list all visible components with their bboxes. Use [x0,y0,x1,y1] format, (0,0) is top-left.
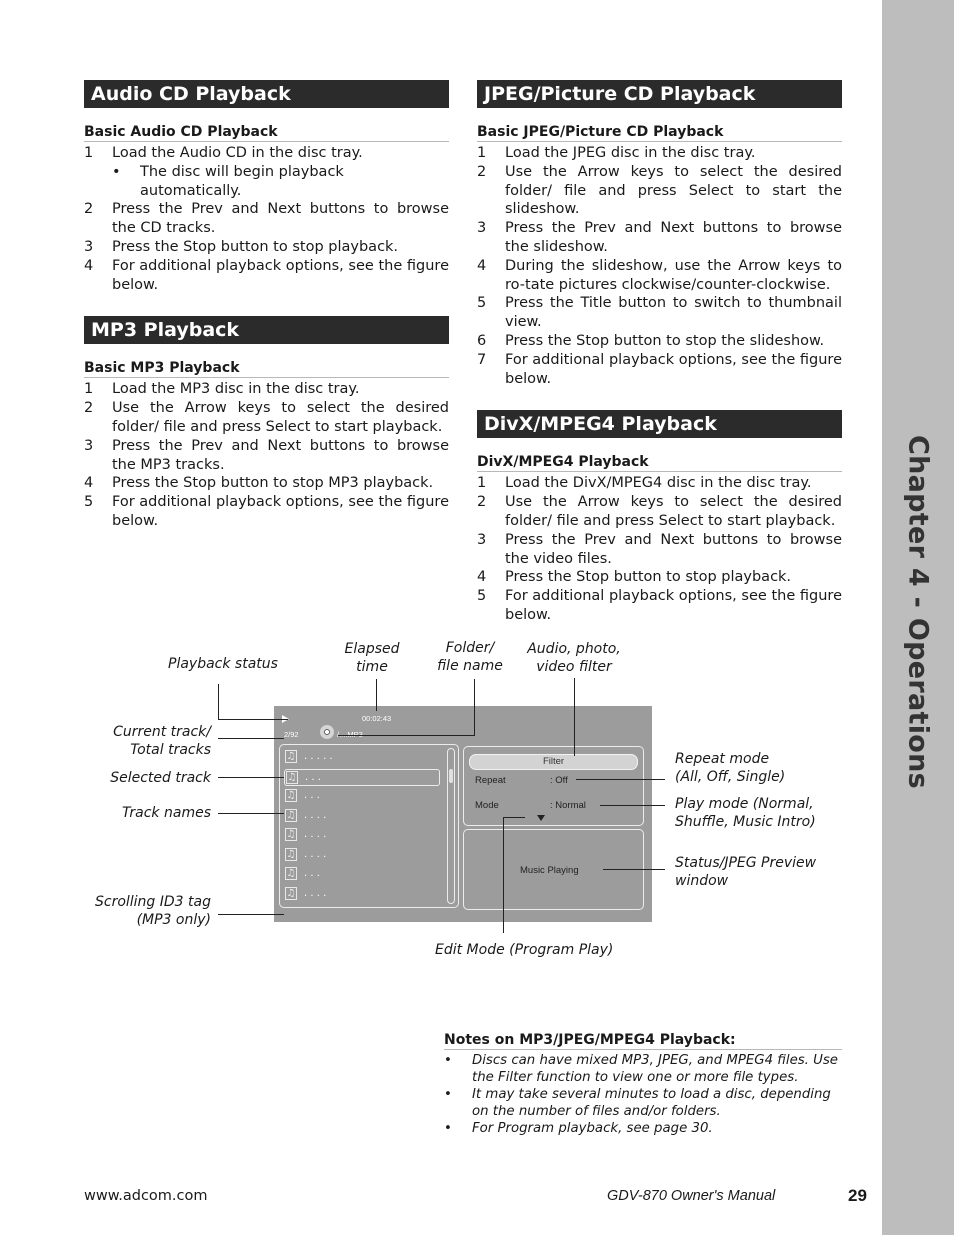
label-folder-file: Folder/ file name [437,640,503,674]
track-row[interactable] [284,808,440,825]
music-note-icon: ♫ [286,829,296,840]
repeat-value[interactable]: : Off [550,775,568,786]
step-item: 1 Load the JPEG disc in the disc tray. [477,145,756,161]
divx-steps [477,474,842,624]
section-title-jpeg: JPEG/Picture CD Playback [477,80,842,108]
label-filter: Audio, photo, video filter [527,641,621,675]
notes-list [444,1052,842,1137]
music-note-icon: ♫ [286,848,296,860]
leader-line [503,817,504,933]
step-item: 2 Press the Prev and Next buttons to browse the CD tracks. [84,201,449,237]
leader-line [474,679,475,735]
track-name: . . . . . [304,751,333,762]
step-item: 1 Load the DivX/MPEG4 disc in the disc tray. [477,475,812,492]
filter-button[interactable]: Filter [469,754,638,770]
track-row[interactable] [284,847,440,864]
mp3-steps [84,380,449,530]
section-title-mp3: MP3 Playback [84,316,449,344]
step-item: 4 Press the Stop button to stop MP3 playback. [84,475,434,492]
settings-panel [463,746,644,826]
music-note-icon: ♫ [287,771,297,783]
track-row[interactable] [284,788,440,805]
leader-line [218,777,284,778]
track-list-panel [279,744,459,908]
leader-line [574,678,575,756]
status-text: Music Playing [520,865,579,876]
note-item: • For Program playback, see page 30. [444,1121,713,1136]
label-elapsed-time: Elapsed time [344,641,400,675]
subhead-mp3: Basic MP3 Playback [84,360,449,378]
note-item: • It may take several minutes to load a disc, depending on the number of files and/or folders. [444,1087,831,1119]
label-repeat-mode: Repeat mode (All, Off, Single) [675,751,786,785]
disc-icon [320,725,334,739]
leader-line [338,735,475,736]
left-column [84,80,449,531]
leader-line [218,914,284,915]
osd-track-count: 2/92 [284,730,299,739]
step-item: 5 Press the Title button to switch to thumbnail view. [477,295,842,331]
audio-cd-steps [84,144,449,163]
track-name: . . . [304,790,320,801]
section-title-divx: DivX/MPEG4 Playback [477,410,842,438]
jpeg-steps [477,144,842,388]
track-name: . . . [305,771,321,783]
subhead-audio-cd: Basic Audio CD Playback [84,124,449,142]
leader-line [218,813,284,814]
repeat-label: Repeat [475,775,506,786]
step-item: 2 Use the Arrow keys to select the desired folder/ file and press Select to start playback. [477,494,842,529]
notes-title: Notes on MP3/JPEG/MPEG4 Playback: [444,1032,842,1050]
audio-cd-bullet: • The disc will begin playback automatically. [112,163,344,199]
music-note-icon: ♫ [286,751,296,762]
step-item: 3 Press the Prev and Next buttons to browse the MP3 tracks. [84,437,449,473]
label-edit-mode: Edit Mode (Program Play) [435,942,614,958]
step-item: 3 Press the Prev and Next buttons to browse the slideshow. [477,220,842,255]
footer-manual-title: GDV-870 Owner's Manual [607,1188,776,1204]
track-name: . . . . [304,887,327,899]
track-name: . . . . [304,829,327,840]
track-row[interactable] [284,886,440,903]
track-row[interactable] [284,866,440,883]
label-playback-status: Playback status [168,656,278,672]
step-item: 5 For additional playback options, see the figure below. [477,588,842,623]
step-item: 2 Use the Arrow keys to select the desired folder/ file and press Select to start playback. [84,400,449,435]
step-item: 1 Load the Audio CD in the disc tray. [84,145,363,161]
scrollbar-track[interactable] [447,748,455,904]
leader-line [503,817,525,818]
track-row[interactable] [284,769,440,786]
leader-line [218,684,219,720]
page-number: 29 [848,1186,867,1205]
osd-elapsed: 00:02:43 [362,714,392,723]
leader-line [600,805,665,806]
chapter-title: Chapter 4 - Operations [902,434,934,790]
music-note-icon: ♫ [286,887,296,899]
notes-section [444,1032,842,1137]
track-name: . . . . [304,848,327,860]
step-item: 4 Press the Stop button to stop playback. [477,569,792,586]
leader-line [218,719,288,720]
track-row[interactable] [284,749,440,766]
music-note-icon: ♫ [286,809,296,821]
music-note-icon: ♫ [286,790,296,801]
step-item: 4 During the slideshow, use the Arrow keys to ro-tate pictures clockwise/counter-clockwise. [477,257,842,293]
label-play-mode: Play mode (Normal, Shuffle, Music Intro) [675,796,816,830]
mode-label: Mode [475,800,499,811]
step-item: 3 Press the Stop button to stop playback. [84,238,399,255]
footer-url: www.adcom.com [84,1188,208,1204]
track-name: . . . [304,868,320,879]
track-row[interactable] [284,827,440,844]
audio-cd-steps-cont [84,200,449,294]
music-note-icon: ♫ [286,868,296,879]
mode-value[interactable]: : Normal [550,800,586,811]
subhead-divx: DivX/MPEG4 Playback [477,454,842,472]
label-scrolling-id3: Scrolling ID3 tag (MP3 only) [94,894,211,928]
step-item: 5 For additional playback options, see the figure below. [84,494,449,529]
scrollbar-thumb[interactable] [449,769,453,783]
leader-line [576,779,665,780]
edit-mode-arrow-icon[interactable] [537,815,545,821]
leader-line [376,679,377,711]
leader-line [603,869,665,870]
step-item: 2 Use the Arrow keys to select the desired folder/ file and press Select to start the slideshow. [477,163,842,218]
section-title-audio-cd: Audio CD Playback [84,80,449,108]
osd-screen [274,706,652,922]
note-item: • Discs can have mixed MP3, JPEG, and MPEG4 files. Use the Filter function to view one or more file types. [444,1053,838,1085]
leader-line [218,738,284,739]
label-track-names: Track names [121,805,211,821]
subhead-jpeg: Basic JPEG/Picture CD Playback [477,124,842,142]
right-column [477,80,842,625]
step-item: 4 For additional playback options, see the figure below. [84,257,449,293]
label-current-track: Current track/ Total tracks [113,724,211,758]
step-item: 3 Press the Prev and Next buttons to browse the video files. [477,531,842,567]
label-selected-track: Selected track [110,770,211,786]
label-status-window: Status/JPEG Preview window [675,855,817,889]
step-item: 7 For additional playback options, see the figure below. [477,351,842,387]
step-item: 1 Load the MP3 disc in the disc tray. [84,381,360,398]
track-name: . . . . [304,809,327,821]
step-item: 6 Press the Stop button to stop the slideshow. [477,332,825,349]
